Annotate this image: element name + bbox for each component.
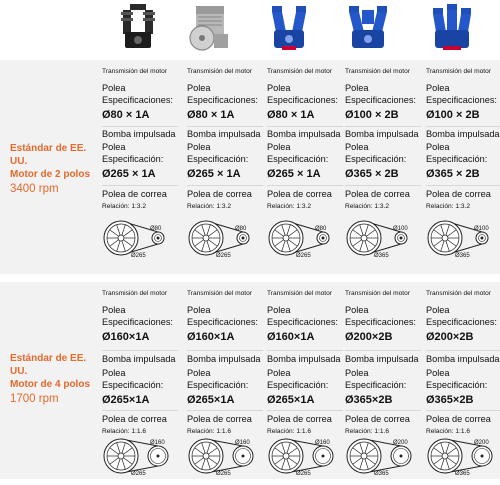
ratio-label: Relación: 1:1.6 xyxy=(102,428,146,435)
small-pulley-hub xyxy=(242,455,245,458)
spec-label: Especificación: xyxy=(267,154,329,164)
separator xyxy=(267,126,343,127)
spec-cell xyxy=(187,290,265,485)
large-pulley-hub xyxy=(203,453,209,459)
ratio-label: Relación: 1:3.2 xyxy=(345,203,389,210)
ratio-label: Relación: 1:1.6 xyxy=(426,428,470,435)
pump-label: Bomba impulsada xyxy=(187,354,261,364)
motor-pulley-spec: Ø160×1A xyxy=(187,331,235,343)
large-pulley-hub xyxy=(442,453,448,459)
small-pulley-hub xyxy=(157,455,160,458)
separator xyxy=(345,126,421,127)
spec-label: Especificación: xyxy=(267,380,329,390)
spec-cell xyxy=(187,68,265,263)
small-pulley-label: Ø200 xyxy=(393,440,408,446)
compressor-pump-black-icon xyxy=(113,2,163,54)
small-pulley-label: Ø100 xyxy=(393,226,408,232)
motor-pulley-spec: Ø160×1A xyxy=(267,331,315,343)
motor-pulley-spec: Ø80 × 1A xyxy=(267,109,315,121)
pump-pulley-spec: Ø265×1A xyxy=(187,394,235,406)
compressor-pump-silver-icon xyxy=(184,2,234,54)
small-pulley-hub xyxy=(322,455,325,458)
spec-label: Polea xyxy=(426,83,450,93)
drive-label: Transmisión del motor xyxy=(426,68,491,75)
ratio-label: Relación: 1:3.2 xyxy=(102,203,146,210)
small-pulley-label: Ø160 xyxy=(150,440,165,446)
belt-label: Polea de correa xyxy=(187,189,252,199)
small-pulley-label: Ø200 xyxy=(474,440,489,446)
belt-pulley-diagram xyxy=(267,216,341,260)
separator xyxy=(267,350,343,351)
spec-label: Polea xyxy=(267,83,291,93)
ratio-label: Relación: 1:3.2 xyxy=(187,203,231,210)
spec-label: Especificaciones: xyxy=(187,95,258,105)
spec-cell xyxy=(345,68,423,263)
separator xyxy=(102,185,178,186)
small-pulley-label: Ø160 xyxy=(235,440,250,446)
small-pulley-label: Ø160 xyxy=(315,440,330,446)
drive-label: Transmisión del motor xyxy=(267,68,332,75)
belt-pulley-diagram xyxy=(345,434,419,478)
pump-label: Bomba impulsada xyxy=(102,354,176,364)
compressor-pump-blue-icon xyxy=(264,2,314,54)
spec-label: Especificación: xyxy=(345,154,407,164)
pump-pulley-spec: Ø365 × 2B xyxy=(426,168,480,180)
drive-label: Transmisión del motor xyxy=(102,68,167,75)
belt-pulley-diagram xyxy=(187,216,261,260)
motor-pulley-spec: Ø200×2B xyxy=(426,331,474,343)
spec-label: Polea xyxy=(187,83,211,93)
spec-label: Especificaciones: xyxy=(345,95,416,105)
small-pulley-label: Ø100 xyxy=(474,226,489,232)
large-pulley-label: Ø265 xyxy=(296,471,311,477)
spec-label: Especificaciones: xyxy=(187,317,258,327)
belt-label: Polea de correa xyxy=(345,414,410,424)
pump-pulley-spec: Ø365 × 2B xyxy=(345,168,399,180)
pump-pulley-spec: Ø265×1A xyxy=(102,394,150,406)
large-pulley-hub xyxy=(283,453,289,459)
spec-label: Especificaciones: xyxy=(426,95,497,105)
row-label-2-pole: Estándar de EE. UU. Motor de 2 polos 3400 rpm xyxy=(10,143,90,195)
large-pulley-hub xyxy=(203,235,209,241)
large-pulley-label: Ø365 xyxy=(374,471,389,477)
spec-label: Especificaciones: xyxy=(426,317,497,327)
drive-label: Transmisión del motor xyxy=(345,68,410,75)
pump-label: Polea xyxy=(102,142,126,152)
motor-pulley-spec: Ø200×2B xyxy=(345,331,393,343)
separator xyxy=(345,410,421,411)
belt-pulley-diagram xyxy=(102,434,176,478)
spec-label: Especificaciones: xyxy=(102,95,173,105)
separator xyxy=(187,126,263,127)
pump-label: Polea xyxy=(345,368,369,378)
belt-label: Polea de correa xyxy=(345,189,410,199)
drive-label: Transmisión del motor xyxy=(345,290,410,297)
small-pulley-label: Ø80 xyxy=(235,226,247,232)
large-pulley-label: Ø265 xyxy=(216,471,231,477)
belt-label: Polea de correa xyxy=(426,414,491,424)
spec-cell xyxy=(267,290,345,485)
separator xyxy=(426,410,500,411)
spec-label: Polea xyxy=(345,305,369,315)
motor-pulley-spec: Ø80 × 1A xyxy=(187,109,235,121)
pump-label: Polea xyxy=(102,368,126,378)
separator xyxy=(102,350,178,351)
large-pulley-hub xyxy=(118,235,124,241)
small-pulley-hub xyxy=(242,237,245,240)
spec-label: Especificación: xyxy=(345,380,407,390)
spec-label: Especificación: xyxy=(187,154,249,164)
separator xyxy=(102,126,178,127)
belt-label: Polea de correa xyxy=(102,414,167,424)
pump-label: Bomba impulsada xyxy=(345,354,419,364)
spec-label: Polea xyxy=(267,305,291,315)
small-pulley-hub xyxy=(157,237,160,240)
spec-label: Polea xyxy=(102,83,126,93)
separator xyxy=(345,185,421,186)
spec-cell xyxy=(426,290,500,485)
spec-label: Especificaciones: xyxy=(345,317,416,327)
separator xyxy=(102,410,178,411)
belt-pulley-diagram xyxy=(187,434,261,478)
large-pulley-label: Ø265 xyxy=(296,253,311,259)
spec-cell xyxy=(267,68,345,263)
belt-label: Polea de correa xyxy=(267,414,332,424)
small-pulley-hub xyxy=(400,455,403,458)
pump-label: Bomba impulsada xyxy=(345,129,419,139)
belt-pulley-diagram xyxy=(426,216,500,260)
pump-label: Polea xyxy=(345,142,369,152)
pump-label: Polea xyxy=(267,142,291,152)
belt-label: Polea de correa xyxy=(102,189,167,199)
large-pulley-label: Ø265 xyxy=(216,253,231,259)
pump-label: Bomba impulsada xyxy=(426,354,500,364)
pump-pulley-spec: Ø265×1A xyxy=(267,394,315,406)
motor-pulley-spec: Ø100 × 2B xyxy=(426,109,480,121)
pump-pulley-spec: Ø265 × 1A xyxy=(267,168,321,180)
spec-cell xyxy=(102,68,180,263)
spec-label: Polea xyxy=(102,305,126,315)
pump-pulley-spec: Ø265 × 1A xyxy=(187,168,241,180)
small-pulley-hub xyxy=(481,455,484,458)
pump-label: Bomba impulsada xyxy=(267,354,341,364)
large-pulley-label: Ø265 xyxy=(131,253,146,259)
ratio-label: Relación: 1:3.2 xyxy=(267,203,311,210)
large-pulley-hub xyxy=(361,235,367,241)
separator xyxy=(426,350,500,351)
separator xyxy=(267,410,343,411)
motor-pulley-spec: Ø160×1A xyxy=(102,331,150,343)
motor-pulley-spec: Ø80 × 1A xyxy=(102,109,150,121)
small-pulley-label: Ø80 xyxy=(150,226,162,232)
compressor-pump-blue-icon xyxy=(427,2,477,54)
small-pulley-hub xyxy=(322,237,325,240)
pump-label: Polea xyxy=(426,142,450,152)
pump-pulley-spec: Ø365×2B xyxy=(345,394,393,406)
drive-label: Transmisión del motor xyxy=(102,290,167,297)
separator xyxy=(187,185,263,186)
large-pulley-label: Ø365 xyxy=(455,471,470,477)
small-pulley-hub xyxy=(400,237,403,240)
motor-pulley-spec: Ø100 × 2B xyxy=(345,109,399,121)
small-pulley-label: Ø80 xyxy=(315,226,327,232)
pump-pulley-spec: Ø365×2B xyxy=(426,394,474,406)
ratio-label: Relación: 1:3.2 xyxy=(426,203,470,210)
spec-label: Especificación: xyxy=(102,154,164,164)
small-pulley-hub xyxy=(481,237,484,240)
drive-label: Transmisión del motor xyxy=(187,290,252,297)
belt-pulley-diagram xyxy=(345,216,419,260)
pump-label: Polea xyxy=(187,368,211,378)
drive-label: Transmisión del motor xyxy=(267,290,332,297)
separator xyxy=(187,410,263,411)
large-pulley-hub xyxy=(118,453,124,459)
pump-label: Bomba impulsada xyxy=(102,129,176,139)
spec-label: Polea xyxy=(426,305,450,315)
spec-cell xyxy=(426,68,500,263)
belt-label: Polea de correa xyxy=(426,189,491,199)
spec-label: Especificación: xyxy=(426,380,488,390)
spec-label: Especificaciones: xyxy=(267,317,338,327)
spec-label: Especificación: xyxy=(102,380,164,390)
large-pulley-hub xyxy=(283,235,289,241)
pump-label: Bomba impulsada xyxy=(426,129,500,139)
spec-label: Polea xyxy=(187,305,211,315)
ratio-label: Relación: 1:1.6 xyxy=(187,428,231,435)
belt-pulley-diagram xyxy=(267,434,341,478)
pump-label: Polea xyxy=(426,368,450,378)
large-pulley-label: Ø365 xyxy=(455,253,470,259)
large-pulley-label: Ø265 xyxy=(131,471,146,477)
drive-label: Transmisión del motor xyxy=(187,68,252,75)
spec-cell xyxy=(102,290,180,485)
pump-label: Polea xyxy=(267,368,291,378)
ratio-label: Relación: 1:1.6 xyxy=(345,428,389,435)
spec-cell xyxy=(345,290,423,485)
spec-label: Polea xyxy=(345,83,369,93)
spec-label: Especificación: xyxy=(187,380,249,390)
separator xyxy=(426,126,500,127)
belt-label: Polea de correa xyxy=(187,414,252,424)
separator xyxy=(345,350,421,351)
spec-label: Especificaciones: xyxy=(267,95,338,105)
drive-label: Transmisión del motor xyxy=(426,290,491,297)
spec-label: Especificaciones: xyxy=(102,317,173,327)
separator xyxy=(426,185,500,186)
pump-label: Bomba impulsada xyxy=(267,129,341,139)
pump-label: Polea xyxy=(187,142,211,152)
row-label-4-pole: Estándar de EE. UU. Motor de 4 polos 1700 rpm xyxy=(10,353,90,405)
large-pulley-label: Ø365 xyxy=(374,253,389,259)
separator xyxy=(267,185,343,186)
large-pulley-hub xyxy=(361,453,367,459)
pump-label: Bomba impulsada xyxy=(187,129,261,139)
pump-pulley-spec: Ø265 × 1A xyxy=(102,168,156,180)
separator xyxy=(187,350,263,351)
ratio-label: Relación: 1:1.6 xyxy=(267,428,311,435)
large-pulley-hub xyxy=(442,235,448,241)
spec-label: Especificación: xyxy=(426,154,488,164)
pump-images-row xyxy=(0,0,500,60)
belt-pulley-diagram xyxy=(426,434,500,478)
belt-pulley-diagram xyxy=(102,216,176,260)
compressor-pump-blue-icon xyxy=(343,2,393,54)
belt-label: Polea de correa xyxy=(267,189,332,199)
